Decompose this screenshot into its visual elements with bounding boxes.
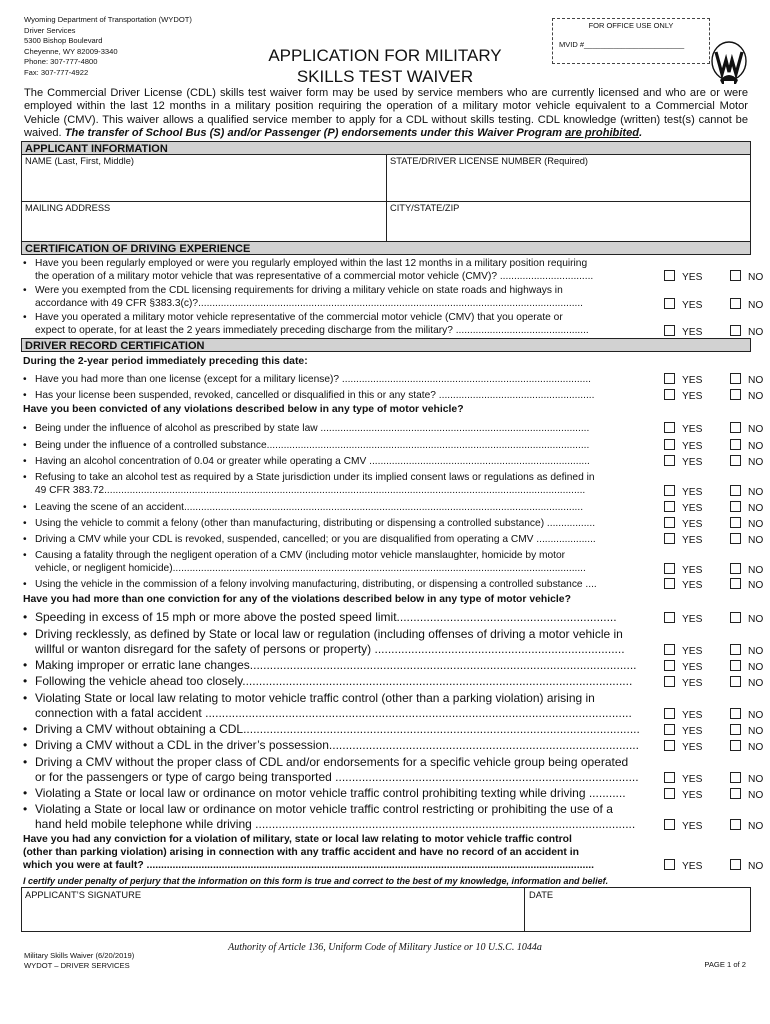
- intro-paragraph: [24, 87, 748, 141]
- question-leaving-scene: • Leaving the scene of an accident.............................................................................................................................................: [23, 502, 584, 513]
- no-checkbox[interactable]: [730, 422, 741, 433]
- yes-no-pair: YES NO: [664, 325, 702, 338]
- question-license-suspended: • Has your license been suspended, revoked, cancelled or disqualified in this or any state? .......................................................: [23, 390, 595, 401]
- yes-no-pair: YES NO: [664, 439, 702, 452]
- yes-no-pair: YES NO: [664, 676, 702, 689]
- yes-no-pair: YES NO: [664, 270, 702, 283]
- city-state-zip-label: CITY/STATE/ZIP: [390, 203, 460, 213]
- no-checkbox[interactable]: [730, 485, 741, 496]
- yes-checkbox[interactable]: [664, 270, 675, 281]
- authority-note: Authority of Article 136, Uniform Code of Military Justice or 10 U.S.C. 1044a: [228, 942, 542, 953]
- date-field[interactable]: DATE: [529, 890, 554, 900]
- intro-bold-text: The transfer of School Bus (S) and/or Passenger (P) endorsements under this Waiver Program: [64, 127, 562, 140]
- yes-checkbox[interactable]: [664, 708, 675, 719]
- yes-no-pair: YES NO: [664, 788, 702, 801]
- yes-checkbox[interactable]: [664, 563, 675, 574]
- no-checkbox[interactable]: [730, 676, 741, 687]
- mvid-field[interactable]: MVID #________________________: [559, 40, 685, 49]
- yes-no-pair: YES NO: [664, 772, 702, 785]
- yes-checkbox[interactable]: [664, 325, 675, 336]
- title-line-2: SKILLS TEST WAIVER: [296, 67, 474, 86]
- agency-address-block: [24, 15, 192, 79]
- no-checkbox[interactable]: [730, 563, 741, 574]
- no-checkbox[interactable]: [730, 859, 741, 870]
- page-number: PAGE 1 of 2: [704, 960, 746, 969]
- intro-text: The Commercial Driver License (CDL) skills test waiver form may be used by service members who are currently licensed and who are or were employed within the last 12 months in a military position requiring the operation of a military motor vehicle equivalent to a Commercial Motor Vehicle (CMV). This waiver allows a qualified service member to apply for a CDL without skills testing. CDL knowledge (written) test(s) cannot be waived.: [24, 87, 748, 140]
- intro-prohibited: are prohibited: [565, 127, 640, 140]
- question-alcohol-influence: • Being under the influence of alcohol as prescribed by state law ...............................................................................................: [23, 423, 590, 434]
- yes-checkbox[interactable]: [664, 788, 675, 799]
- convicted-subheading: Have you been convicted of any violations described below in any type of motor vehicle?: [23, 404, 464, 415]
- no-checkbox[interactable]: [730, 373, 741, 384]
- question-texting: • Violating a State or local law or ordinance on motor vehicle traffic control prohibiting texting while driving ...........: [23, 786, 626, 800]
- city-state-zip-field[interactable]: [386, 201, 751, 242]
- multiple-convictions-subheading: Have you had more than one conviction for any of the violations described below in any type of motor vehicle?: [23, 594, 571, 605]
- yes-checkbox[interactable]: [664, 373, 675, 384]
- yes-checkbox[interactable]: [664, 676, 675, 687]
- question-lane-changes: • Making improper or erratic lane changes....................................................................................................................: [23, 658, 637, 672]
- question-cdl-exemption: • Were you exempted from the CDL licensing requirements for driving a military vehicle on state roads and highways in accordance with 49 CFR §383.3(c)?........................................................................................................................................: [23, 285, 584, 310]
- name-field[interactable]: [21, 154, 387, 202]
- yes-checkbox[interactable]: [664, 485, 675, 496]
- question-mobile-phone: • Violating a State or local law or ordinance on motor vehicle traffic control restricting or prohibiting the use of a hand held mobile telephone while driving ..................................................................................................................: [23, 802, 636, 831]
- driver-record-heading: DRIVER RECORD CERTIFICATION: [21, 338, 751, 352]
- yes-no-pair: YES NO: [664, 563, 702, 576]
- yes-no-pair: YES NO: [664, 740, 702, 753]
- signature-row: [21, 887, 751, 932]
- yes-checkbox[interactable]: [664, 422, 675, 433]
- yes-no-pair: YES NO: [664, 501, 702, 514]
- no-checkbox[interactable]: [730, 501, 741, 512]
- no-checkbox[interactable]: [730, 517, 741, 528]
- yes-checkbox[interactable]: [664, 517, 675, 528]
- yes-checkbox[interactable]: [664, 439, 675, 450]
- yes-checkbox[interactable]: [664, 298, 675, 309]
- yes-checkbox[interactable]: [664, 578, 675, 589]
- question-fatal-accident: • Violating State or local law relating to motor vehicle traffic control (other than a parking violation) arising in connection with a fatal accident ................................................................................................................................: [23, 691, 632, 720]
- mailing-address-field[interactable]: [21, 201, 387, 242]
- yes-no-pair: YES NO: [664, 389, 702, 402]
- yes-no-pair: YES NO: [664, 373, 702, 386]
- agency-line: Cheyenne, WY 82009-3340: [24, 46, 118, 56]
- yes-checkbox[interactable]: [664, 859, 675, 870]
- yes-checkbox[interactable]: [664, 612, 675, 623]
- yes-checkbox[interactable]: [664, 740, 675, 751]
- yes-no-pair: YES NO: [664, 517, 702, 530]
- question-felony-controlled-substance: • Using the vehicle in the commission of a felony involving manufacturing, distributing, or dispensing a controlled substance ....: [23, 579, 597, 590]
- yes-no-pair: YES NO: [664, 578, 702, 591]
- no-checkbox[interactable]: [730, 533, 741, 544]
- form-id: Military Skills Waiver (6/20/2019): [24, 951, 135, 960]
- experience-heading: CERTIFICATION OF DRIVING EXPERIENCE: [21, 241, 751, 255]
- department: WYDOT – DRIVER SERVICES: [24, 961, 130, 970]
- yes-checkbox[interactable]: [664, 660, 675, 671]
- yes-no-pair: YES NO: [664, 819, 702, 832]
- yes-no-pair: YES NO: [664, 455, 702, 468]
- question-no-cdl: • Driving a CMV without obtaining a CDL.......................................................................................................................: [23, 722, 640, 736]
- yes-no-pair: YES NO: [664, 298, 702, 311]
- perjury-certification: I certify under penalty of perjury that the information on this form is true and correct to the best of my knowledge, information and belief.: [23, 876, 609, 886]
- yes-checkbox[interactable]: [664, 724, 675, 735]
- no-checkbox[interactable]: [730, 389, 741, 400]
- yes-checkbox[interactable]: [664, 389, 675, 400]
- agency-line: 5300 Bishop Boulevard: [24, 36, 103, 46]
- question-cdl-not-in-possession: • Driving a CMV without a CDL in the driver’s possession.............................................................................................: [23, 738, 639, 752]
- question-driving-revoked: • Driving a CMV while your CDL is revoked, suspended, cancelled; or you are disqualified from operating a CMV .....................: [23, 534, 596, 545]
- agency-line: Wyoming Department of Transportation (WYDOT): [24, 15, 192, 24]
- yes-no-pair: YES NO: [664, 485, 702, 498]
- no-checkbox[interactable]: [730, 612, 741, 623]
- period-subheading: During the 2-year period immediately preceding this date:: [23, 356, 308, 367]
- question-fatality: • Causing a fatality through the negligent operation of a CMV (including motor vehicle manslaughter, homicide by motor vehicle, or negligent homicide)..................................................................................................................................................: [23, 550, 586, 575]
- yes-no-pair: YES NO: [664, 533, 702, 546]
- question-operated-2-years: • Have you operated a military motor vehicle representative of the commercial motor vehicle (CMV) that you operate or expect to operate, for at least the 2 years immediately preceding discharge from the military? ...............................................: [23, 312, 589, 337]
- question-improper-class: • Driving a CMV without the proper class of CDL and/or endorsements for a specific vehicle group being operated or for the passengers or type of cargo being transported ...........................................................................................: [23, 755, 639, 784]
- no-checkbox[interactable]: [730, 724, 741, 735]
- yes-no-pair: YES NO: [664, 422, 702, 435]
- question-multiple-licenses: • Have you had more than one license (except for a military license)? ........................................................................................: [23, 374, 591, 385]
- applicant-info-heading: APPLICANT INFORMATION: [21, 141, 751, 155]
- title-line-1: APPLICATION FOR MILITARY: [268, 46, 502, 65]
- name-label: NAME (Last, First, Middle): [25, 156, 134, 166]
- no-checkbox[interactable]: [730, 788, 741, 799]
- yes-checkbox[interactable]: [664, 772, 675, 783]
- no-checkbox[interactable]: [730, 298, 741, 309]
- yes-checkbox[interactable]: [664, 533, 675, 544]
- yes-no-pair: YES NO: [664, 724, 702, 737]
- intro-period: .: [639, 127, 643, 140]
- footer-form-info: [24, 951, 134, 971]
- no-checkbox[interactable]: [730, 740, 741, 751]
- yes-no-pair: YES NO: [664, 708, 702, 721]
- mailing-address-label: MAILING ADDRESS: [25, 203, 111, 213]
- agency-line: Fax: 307-777-4922: [24, 67, 89, 77]
- agency-line: Driver Services: [24, 25, 76, 35]
- license-number-field[interactable]: [386, 154, 751, 202]
- no-checkbox[interactable]: [730, 660, 741, 671]
- yes-no-pair: YES NO: [664, 660, 702, 673]
- office-use-heading: FOR OFFICE USE ONLY: [588, 21, 674, 30]
- license-number-label: STATE/DRIVER LICENSE NUMBER (Required): [390, 156, 589, 166]
- no-checkbox[interactable]: [730, 270, 741, 281]
- question-speeding: • Speeding in excess of 15 mph or more above the posted speed limit..................................................................: [23, 610, 617, 624]
- yes-checkbox[interactable]: [664, 819, 675, 830]
- signature-field[interactable]: APPLICANT’S SIGNATURE: [25, 890, 142, 900]
- yes-checkbox[interactable]: [664, 501, 675, 512]
- question-military-employment: • Have you been regularly employed or were you regularly employed within the last 12 months in a military position requiring the operation of a military motor vehicle that was representative of a commercial motor vehicle (CMV)? .................................: [23, 258, 594, 283]
- office-use-box: [552, 18, 710, 64]
- yes-no-pair: YES NO: [664, 612, 702, 625]
- no-checkbox[interactable]: [730, 455, 741, 466]
- question-following-closely: • Following the vehicle ahead too closely.....................................................................................................................: [23, 674, 633, 688]
- question-felony: • Using the vehicle to commit a felony (other than manufacturing, distributing or dispensing a controlled substance) .................: [23, 518, 596, 529]
- page-title: [240, 45, 530, 87]
- no-checkbox[interactable]: [730, 819, 741, 830]
- agency-line: Phone: 307-777-4800: [24, 57, 98, 67]
- no-checkbox[interactable]: [730, 772, 741, 783]
- question-alcohol-concentration: • Having an alcohol concentration of 0.04 or greater while operating a CMV ..............................................................................: [23, 456, 590, 467]
- no-checkbox[interactable]: [730, 439, 741, 450]
- yes-no-pair: YES NO: [664, 644, 702, 657]
- question-reckless-driving: • Driving recklessly, as defined by State or local law or regulation (including offenses of driving a motor vehicle in willful or wanton disregard for the safety of persons or property) ...........................................................................: [23, 627, 625, 656]
- no-checkbox[interactable]: [730, 325, 741, 336]
- yes-no-pair: YES NO: [664, 859, 702, 872]
- wydot-logo-icon: [710, 40, 748, 86]
- question-controlled-substance: • Being under the influence of a controlled substance..................................................................................................................: [23, 440, 590, 451]
- no-checkbox[interactable]: [730, 644, 741, 655]
- question-refusing-alcohol-test: • Refusing to take an alcohol test as required by a State jurisdiction under its implied consent laws or regulations as defined in 49 CFR 383.72..........................................................................................................................................................................: [23, 472, 595, 497]
- no-checkbox[interactable]: [730, 708, 741, 719]
- yes-checkbox[interactable]: [664, 644, 675, 655]
- no-checkbox[interactable]: [730, 578, 741, 589]
- yes-checkbox[interactable]: [664, 455, 675, 466]
- accident-conviction-question: Have you had any conviction for a violation of military, state or local law relating to motor vehicle traffic control (other than parking violation) arising in connection with any traffic accident and have no record of an accident in which you were at fault? ...........................................................................................................................................................: [23, 834, 595, 871]
